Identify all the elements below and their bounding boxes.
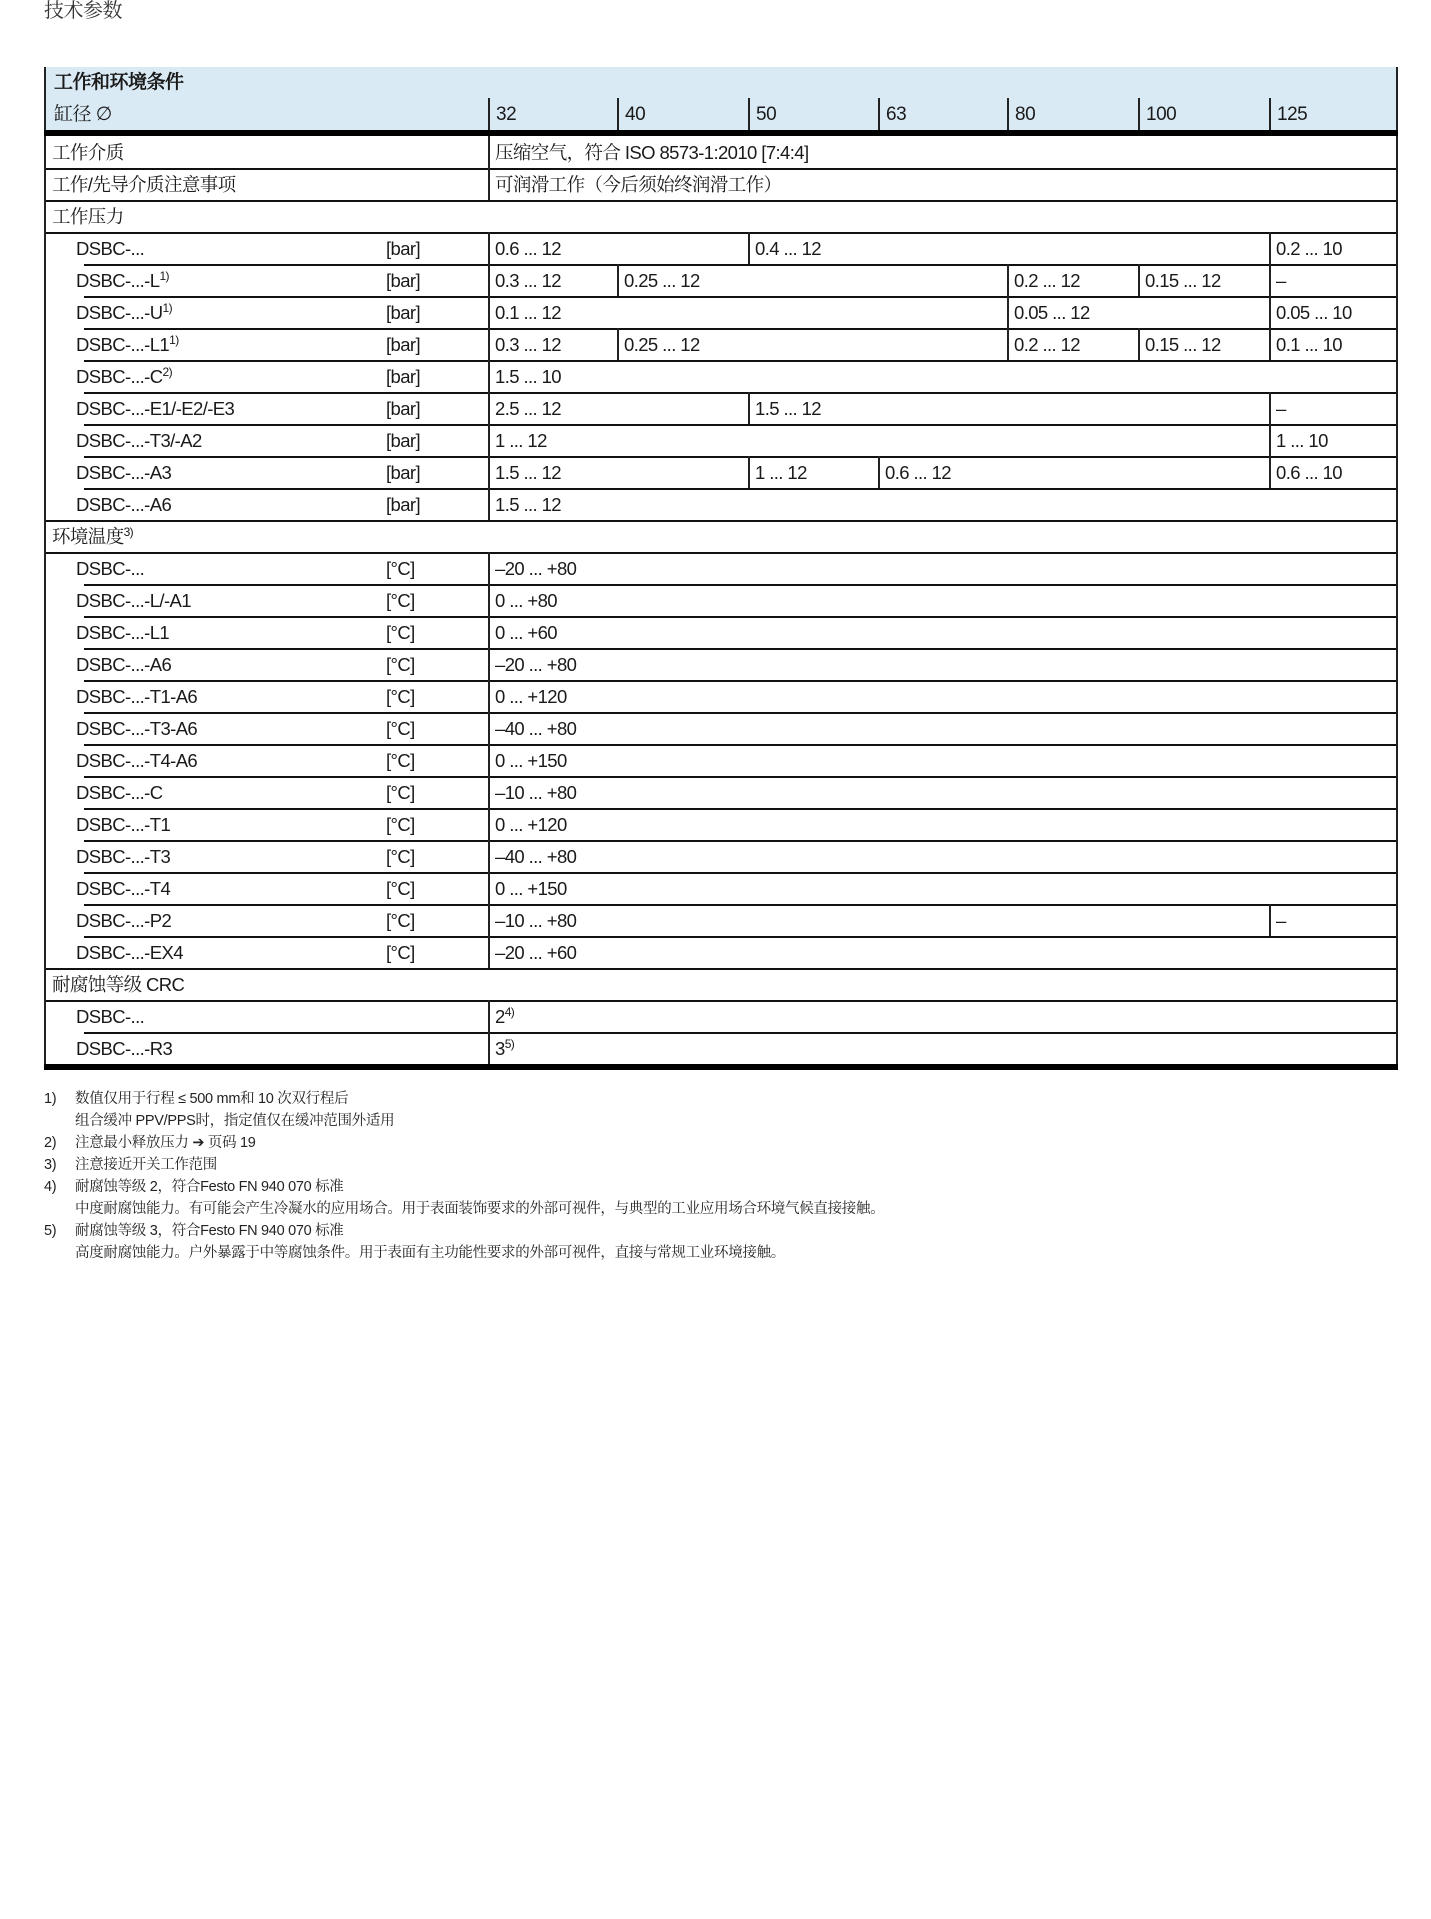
cell-text: 可润滑工作（今后须始终润滑工作）: [495, 174, 782, 195]
footnote-number: 4): [44, 1179, 57, 1195]
page-title: 技术参数: [44, 0, 122, 22]
cell-text: [°C]: [386, 782, 415, 803]
diameter-header-cell: 32: [488, 98, 617, 130]
row-value: [488, 168, 1396, 200]
table-row: [46, 904, 1396, 936]
table-row: [46, 360, 1396, 392]
cell-text: 0.3 ... 12: [495, 334, 561, 355]
variant-label: [46, 808, 401, 840]
value-cell: [748, 392, 1269, 424]
footnote-number: 1): [44, 1091, 57, 1107]
cell-text: DSBC-...: [76, 238, 145, 259]
unit-label: [381, 840, 481, 872]
cell-text: DSBC-...-L1: [76, 622, 170, 643]
cell-text: –: [1276, 910, 1286, 931]
cell-text: [bar]: [386, 366, 421, 387]
cell-text: 0.3 ... 12: [495, 270, 561, 291]
variant-label: [46, 328, 401, 360]
cell-text: DSBC-...: [76, 1006, 145, 1027]
cell-text: 0 ... +80: [495, 590, 557, 611]
value-cell: [617, 264, 1007, 296]
cell-text: –: [1276, 398, 1286, 419]
footnote-line: 注意最小释放压力 ➔ 页码 19: [75, 1135, 256, 1151]
value-cell: [748, 232, 1269, 264]
value-cell: [488, 808, 1396, 840]
cell-text: 0.2 ... 12: [1014, 334, 1080, 355]
footnote: [44, 1088, 884, 1132]
cell-text: 0.1 ... 10: [1276, 334, 1342, 355]
cell-text: DSBC-...-T3: [76, 846, 171, 867]
cell-text: DSBC-...-A6: [76, 494, 172, 515]
value-cell: [488, 744, 1396, 776]
value-cell: [488, 1032, 1396, 1064]
unit-label: [381, 744, 481, 776]
variant-label: [46, 904, 401, 936]
cell-text: DSBC-...-A6: [76, 654, 172, 675]
unit-label: [381, 648, 481, 680]
table-row: [46, 456, 1396, 488]
cell-text: [bar]: [386, 398, 421, 419]
table-row: [46, 744, 1396, 776]
cell-text: DSBC-...-L: [76, 270, 160, 291]
table-bottom-divider: [44, 1064, 1398, 1070]
cell-text: 0.1 ... 12: [495, 302, 561, 323]
cell-text: [°C]: [386, 718, 415, 739]
variant-label: [46, 424, 401, 456]
unit-label: [381, 488, 481, 520]
cell-text: [°C]: [386, 590, 415, 611]
table-row: [46, 1032, 1396, 1064]
cell-text: 工作压力: [52, 206, 124, 227]
unit-label: [381, 552, 481, 584]
value-cell: [1269, 296, 1396, 328]
footnote-line: 注意接近开关工作范围: [75, 1157, 217, 1173]
cell-text: DSBC-...-C: [76, 366, 163, 387]
value-cell: [488, 648, 1396, 680]
section-label: [46, 200, 1396, 232]
value-cell: [488, 552, 1396, 584]
value-cell: [488, 264, 617, 296]
cell-text: DSBC-...-L/-A1: [76, 590, 191, 611]
cell-text: DSBC-...-L1: [76, 334, 170, 355]
footnote-ref: 2): [162, 365, 172, 379]
cell-text: [bar]: [386, 462, 421, 483]
cell-text: 0.05 ... 12: [1014, 302, 1090, 323]
cell-text: [°C]: [386, 654, 415, 675]
footnote-ref: 1): [162, 301, 172, 315]
variant-label: [46, 456, 401, 488]
footnote: [44, 1154, 884, 1176]
value-cell: [488, 488, 1396, 520]
cell-text: 0 ... +120: [495, 814, 567, 835]
cell-text: DSBC-...-R3: [76, 1038, 173, 1059]
cell-text: 0 ... +150: [495, 750, 567, 771]
cell-text: 1.5 ... 12: [495, 462, 561, 483]
cell-text: 1 ... 12: [755, 462, 807, 483]
value-cell: [878, 456, 1269, 488]
row-label: [46, 168, 488, 200]
row-value: [488, 136, 1396, 168]
cell-text: [°C]: [386, 686, 415, 707]
value-cell: [488, 232, 748, 264]
table-row: [46, 840, 1396, 872]
cell-text: [bar]: [386, 334, 421, 355]
unit-label: [381, 232, 481, 264]
unit-label: [381, 264, 481, 296]
cell-text: 1 ... 12: [495, 430, 547, 451]
value-cell: [1269, 328, 1396, 360]
variant-label: [46, 616, 401, 648]
value-cell: [488, 328, 617, 360]
footnote-ref: 1): [159, 269, 169, 283]
cell-text: [°C]: [386, 878, 415, 899]
cell-text: 0.25 ... 12: [624, 334, 700, 355]
footnote-text: [75, 1154, 217, 1176]
variant-label: [46, 648, 401, 680]
footnote-number: 5): [44, 1223, 57, 1239]
value-cell: [488, 456, 748, 488]
cell-text: [°C]: [386, 814, 415, 835]
table-row: [46, 168, 1396, 200]
value-cell: [488, 296, 1007, 328]
variant-label: [46, 776, 401, 808]
variant-label: [46, 1032, 401, 1064]
unit-label: [381, 296, 481, 328]
variant-label: [46, 744, 401, 776]
diameter-header-cell: 125: [1269, 98, 1400, 130]
unit-label: [381, 616, 481, 648]
row-label: [46, 136, 488, 168]
value-cell: [488, 712, 1396, 744]
variant-label: [46, 552, 401, 584]
value-cell: [1269, 264, 1396, 296]
variant-label: [46, 264, 401, 296]
table-row: [46, 872, 1396, 904]
footnote: [44, 1220, 884, 1264]
table-row: [46, 712, 1396, 744]
cell-text: DSBC-...-A3: [76, 462, 172, 483]
table-row: [46, 936, 1396, 968]
unit-label: [381, 360, 481, 392]
variant-label: [46, 872, 401, 904]
footnote-text: [75, 1176, 884, 1220]
value-cell: [1007, 264, 1138, 296]
cell-text: 1.5 ... 12: [495, 494, 561, 515]
cell-text: 0.4 ... 12: [755, 238, 821, 259]
variant-label: [46, 232, 401, 264]
value-cell: [1269, 232, 1396, 264]
footnote: [44, 1176, 884, 1220]
cell-text: 1 ... 10: [1276, 430, 1328, 451]
variant-label: [46, 840, 401, 872]
footnote-line: 耐腐蚀等级 3，符合Festo FN 940 070 标准: [75, 1223, 344, 1239]
footnote-ref: 5): [504, 1037, 515, 1051]
value-cell: [617, 328, 1007, 360]
value-cell: [1269, 456, 1396, 488]
cell-text: 工作介质: [52, 142, 124, 163]
cell-text: –20 ... +80: [495, 654, 577, 675]
table-row: [46, 1000, 1396, 1032]
value-cell: [748, 456, 878, 488]
cell-text: [bar]: [386, 270, 421, 291]
cell-text: 0.15 ... 12: [1145, 270, 1221, 291]
footnote-line: 高度耐腐蚀能力。户外暴露于中等腐蚀条件。用于表面有主功能性要求的外部可视件，直接与常规工业环境接触。: [75, 1245, 785, 1261]
cell-text: 0.2 ... 12: [1014, 270, 1080, 291]
cell-text: –10 ... +80: [495, 910, 577, 931]
cell-text: 环境温度: [52, 526, 124, 547]
unit-label: [381, 424, 481, 456]
value-cell: [488, 840, 1396, 872]
unit-label: [381, 680, 481, 712]
section-label: [46, 968, 1396, 1000]
cell-text: 2: [495, 1006, 505, 1027]
cell-text: [°C]: [386, 622, 415, 643]
cell-text: DSBC-...-T3/-A2: [76, 430, 202, 451]
cell-text: 0.6 ... 12: [495, 238, 561, 259]
cell-text: 工作/先导介质注意事项: [52, 174, 236, 195]
variant-label: [46, 712, 401, 744]
variant-label: [46, 488, 401, 520]
cell-text: DSBC-...-P2: [76, 910, 172, 931]
table-row: [46, 584, 1396, 616]
cell-text: –20 ... +80: [495, 558, 577, 579]
cell-text: [°C]: [386, 750, 415, 771]
section-row: [46, 968, 1396, 1000]
value-cell: [1138, 264, 1269, 296]
cell-text: [°C]: [386, 910, 415, 931]
table-row: [46, 232, 1396, 264]
cell-text: 0.25 ... 12: [624, 270, 700, 291]
variant-label: [46, 680, 401, 712]
unit-label: [381, 776, 481, 808]
diameter-header-row: [46, 98, 1396, 130]
table-row: [46, 328, 1396, 360]
diameter-header-cell: 40: [617, 98, 748, 130]
cell-text: 1.5 ... 10: [495, 366, 561, 387]
cell-text: DSBC-...-T4-A6: [76, 750, 198, 771]
value-cell: [488, 936, 1396, 968]
cell-text: –10 ... +80: [495, 782, 577, 803]
cell-text: 0 ... +120: [495, 686, 567, 707]
cell-text: 0.05 ... 10: [1276, 302, 1352, 323]
value-cell: [488, 904, 1269, 936]
cell-text: DSBC-...-E1/-E2/-E3: [76, 398, 235, 419]
value-cell: [488, 776, 1396, 808]
footnote: [44, 1132, 884, 1154]
footnote-ref: 4): [504, 1005, 515, 1019]
footnote-number: 2): [44, 1135, 57, 1151]
cell-text: DSBC-...-EX4: [76, 942, 183, 963]
cell-text: 0.15 ... 12: [1145, 334, 1221, 355]
section-row: [46, 200, 1396, 232]
diameter-header-cell: 50: [748, 98, 878, 130]
value-cell: [488, 584, 1396, 616]
value-cell: [488, 616, 1396, 648]
cell-text: DSBC-...-U: [76, 302, 163, 323]
value-cell: [488, 424, 1269, 456]
cell-text: 耐腐蚀等级 CRC: [52, 974, 185, 995]
cell-text: [bar]: [386, 238, 421, 259]
variant-label: [46, 1000, 401, 1032]
table-row: [46, 264, 1396, 296]
value-cell: [1007, 296, 1269, 328]
cell-text: DSBC-...-T1: [76, 814, 171, 835]
unit-label: [381, 712, 481, 744]
value-cell: [488, 392, 748, 424]
value-cell: [1269, 904, 1396, 936]
footnote-line: 中度耐腐蚀能力。有可能会产生冷凝水的应用场合。用于表面装饰要求的外部可视件，与典型的工业应用场合环境气候直接接触。: [75, 1201, 885, 1217]
unit-label: [381, 328, 481, 360]
cell-text: [bar]: [386, 494, 421, 515]
unit-label: [381, 456, 481, 488]
table-row: [46, 680, 1396, 712]
cell-text: –40 ... +80: [495, 846, 577, 867]
value-cell: [1269, 424, 1396, 456]
table-row: [46, 776, 1396, 808]
variant-label: [46, 936, 401, 968]
cell-text: DSBC-...-T3-A6: [76, 718, 198, 739]
variant-label: [46, 296, 401, 328]
cell-text: 1.5 ... 12: [755, 398, 821, 419]
diameter-header-label: 缸径 ∅: [54, 104, 112, 125]
section-label: [46, 520, 1396, 552]
table-header: [44, 67, 1398, 130]
variant-label: [46, 584, 401, 616]
section-row: [46, 520, 1396, 552]
footnote-text: [75, 1220, 785, 1264]
table-row: [46, 616, 1396, 648]
table-row: [46, 552, 1396, 584]
cell-text: –40 ... +80: [495, 718, 577, 739]
value-cell: [1138, 328, 1269, 360]
cell-text: 压缩空气，符合 ISO 8573-1:2010 [7:4:4]: [495, 142, 809, 163]
diameter-header-cell: 100: [1138, 98, 1269, 130]
cell-text: 3: [495, 1038, 505, 1059]
table-title: 工作和环境条件: [54, 72, 184, 93]
cell-text: 0 ... +150: [495, 878, 567, 899]
cell-text: –: [1276, 270, 1286, 291]
table-row: [46, 296, 1396, 328]
cell-text: [bar]: [386, 302, 421, 323]
cell-text: DSBC-...: [76, 558, 145, 579]
cell-text: [bar]: [386, 430, 421, 451]
cell-text: DSBC-...-C: [76, 782, 163, 803]
value-cell: [488, 1000, 1396, 1032]
value-cell: [488, 872, 1396, 904]
variant-label: [46, 360, 401, 392]
cell-text: DSBC-...-T4: [76, 878, 171, 899]
footnote-text: [75, 1132, 256, 1154]
value-cell: [488, 360, 1396, 392]
diameter-header-cell: 80: [1007, 98, 1138, 130]
unit-label: [381, 872, 481, 904]
table-row: [46, 648, 1396, 680]
cell-text: 0.6 ... 12: [885, 462, 951, 483]
cell-text: [°C]: [386, 942, 415, 963]
cell-text: –20 ... +60: [495, 942, 577, 963]
value-cell: [1269, 392, 1396, 424]
footnote-number: 3): [44, 1157, 57, 1173]
footnote-text: [75, 1088, 394, 1132]
cell-text: 2.5 ... 12: [495, 398, 561, 419]
diameter-header-cell: 63: [878, 98, 1007, 130]
unit-label: [381, 904, 481, 936]
table-row: [46, 136, 1396, 168]
value-cell: [1007, 328, 1138, 360]
cell-text: 0.2 ... 10: [1276, 238, 1342, 259]
cell-text: 0.6 ... 10: [1276, 462, 1342, 483]
footnote-line: 数值仅用于行程 ≤ 500 mm和 10 次双行程后: [75, 1091, 349, 1107]
unit-label: [381, 392, 481, 424]
cell-text: [°C]: [386, 846, 415, 867]
variant-label: [46, 392, 401, 424]
table-row: [46, 424, 1396, 456]
table-row: [46, 808, 1396, 840]
unit-label: [381, 936, 481, 968]
cell-text: DSBC-...-T1-A6: [76, 686, 198, 707]
table-body: [44, 136, 1398, 1064]
cell-text: [°C]: [386, 558, 415, 579]
footnote-line: 耐腐蚀等级 2，符合Festo FN 940 070 标准: [75, 1179, 344, 1195]
footnote-line: 组合缓冲 PPV/PPS时，指定值仅在缓冲范围外适用: [75, 1113, 395, 1129]
footnote-ref: 1): [169, 333, 179, 347]
value-cell: [488, 680, 1396, 712]
footnotes: [44, 1088, 884, 1264]
cell-text: 0 ... +60: [495, 622, 557, 643]
table-row: [46, 488, 1396, 520]
unit-label: [381, 584, 481, 616]
operating-conditions-table: [44, 67, 1398, 1070]
unit-label: [381, 808, 481, 840]
table-row: [46, 392, 1396, 424]
footnote-ref: 3): [123, 525, 134, 539]
